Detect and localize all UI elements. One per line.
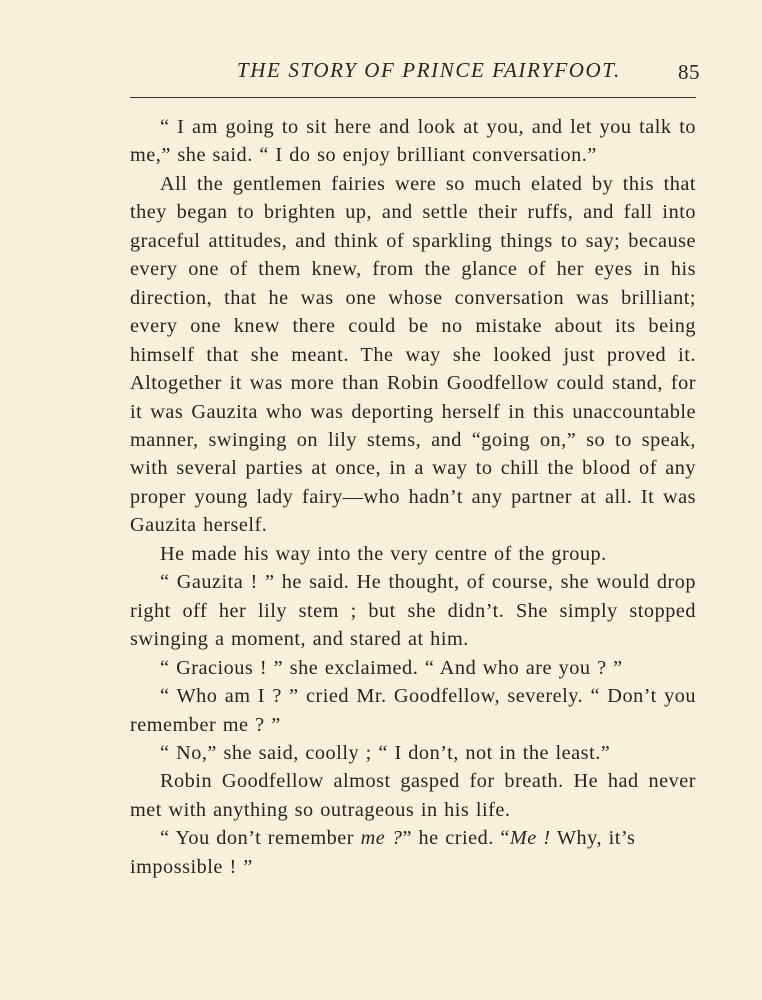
emphasis-text: Me ! — [509, 827, 551, 850]
emphasis-text: me ? — [360, 827, 403, 850]
paragraph: “ Gracious ! ” she exclaimed. “ And who are you ? ” — [160, 656, 623, 679]
paragraph: All the gentlemen fairies were so much elated by this that they began to brighten up, and settle their ruffs, and fall into graceful attitudes, and think of sparkling things to say; because every one of them knew, from the glance of her eyes in his direction, that he was one whose conversation was brilliant; every one knew there could be no mistake about its being himself that she meant. The way she looked just proved it. Altogether it was more than Robin Goodfellow could stand, for it was Gauzita who was deporting herself in this unaccountable manner, swinging on lily stems, and “going on,” so to speak, with several parties at once, in a way to chill the blood of any proper young lady fairy—who hadn’t any partner at all. It was Gauzita herself. — [130, 172, 696, 537]
final-paragraph-part: ” he cried. “ — [402, 827, 510, 850]
running-head — [130, 58, 700, 88]
paragraph: “ Who am I ? ” cried Mr. Goodfellow, severely. “ Don’t you remember me ? ” — [130, 685, 696, 736]
paragraph: Robin Goodfellow almost gasped for breath. He had never met with anything so outrageous in his life. — [130, 770, 696, 821]
page-number: 85 — [678, 60, 700, 84]
paragraph: He made his way into the very centre of the group. — [160, 542, 607, 565]
paragraph: “ I am going to sit here and look at you, and let you talk to me,” she said. “ I do so enjoy brilliant conversation.” — [130, 116, 696, 167]
final-paragraph — [130, 824, 696, 881]
header-rule — [130, 97, 696, 98]
paragraph: “ No,” she said, coolly ; “ I don’t, not in the least.” — [160, 741, 611, 764]
running-title: THE STORY OF PRINCE FAIRYFOOT. — [237, 58, 621, 82]
body-text — [130, 113, 696, 881]
paragraph: “ Gauzita ! ” he said. He thought, of course, she would drop right off her lily stem ; but she didn’t. She simply stopped swinging a moment, and stared at him. — [130, 571, 696, 651]
final-paragraph-part: “ You don’t remember — [160, 827, 361, 850]
final-paragraph-part: Why, it’s impossible ! ” — [130, 827, 636, 878]
